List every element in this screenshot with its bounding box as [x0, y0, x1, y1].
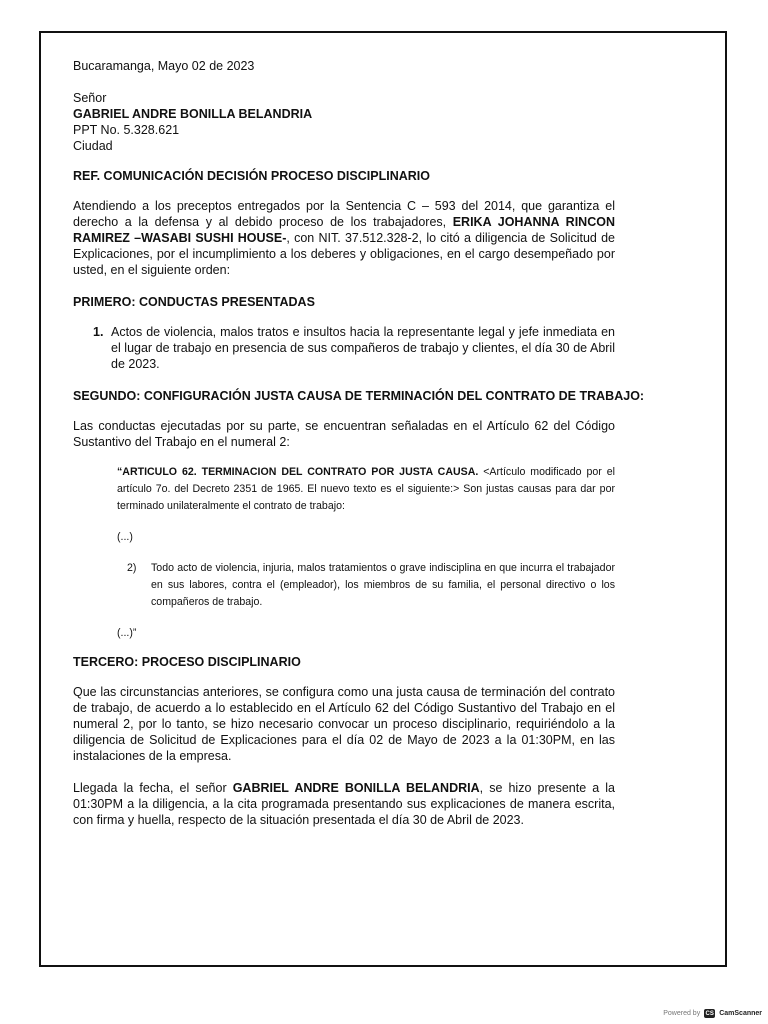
section-3-paragraph-2 — [73, 780, 615, 828]
salutation: Señor — [73, 91, 107, 105]
para2-text-2: , se hizo presente a la 01:30PM a la diligencia, a la cita programada presentando sus explicaciones de manera escrita, con firma y huella, respecto de la situación presentada el día 30 de Abril de 2023. — [73, 781, 615, 827]
recipient-city: Ciudad — [73, 139, 113, 153]
reference-line: REF. COMUNICACIÓN DECISIÓN PROCESO DISCIPLINARIO — [73, 169, 430, 183]
intro-text-1: Atendiendo a los preceptos entregados por la Sentencia C – 593 del 2014, que garantiza el derecho a la defensa y al debido proceso de los trabajadores, — [73, 199, 615, 229]
camscanner-logo-icon: CS — [705, 1010, 714, 1017]
quote-paragraph — [117, 464, 615, 515]
quote-ellipsis-1: (...) — [117, 531, 133, 543]
intro-paragraph — [73, 198, 615, 278]
section-1-title: PRIMERO: CONDUCTAS PRESENTADAS — [73, 295, 315, 309]
para2-text-1: Llegada la fecha, el señor — [73, 781, 233, 795]
conduct-item-text: Actos de violencia, malos tratos e insultos hacia la representante legal y jefe inmediata en el lugar de trabajo en presencia de sus compañeros de trabajo y clientes, el día 30 de Abril de 2023. — [111, 325, 615, 371]
powered-by-label: Powered by — [663, 1010, 701, 1017]
section-3-paragraph-1: Que las circunstancias anteriores, se configura como una justa causa de terminación del contrato de trabajo, de acuerdo a lo establecido en el Artículo 62 del Código Sustantivo del Trabajo en el numeral 2, por lo tanto, se hizo necesario convocar un proceso disciplinario, requiriéndolo a la diligencia de Solicitud de Explicaciones para el día 02 de Mayo de 2023 a la 01:30PM, en las instalaciones de la empresa. — [73, 685, 615, 763]
section-2-title: SEGUNDO: CONFIGURACIÓN JUSTA CAUSA DE TERMINACIÓN DEL CONTRATO DE TRABAJO: — [73, 389, 645, 403]
intro-text-2: , con NIT. 37.512.328-2, lo citó a diligencia de Solicitud de Explicaciones, por el incumplimiento a los deberes y obligaciones, en el cargo desempeñado por usted, en el siguiente orden: — [73, 231, 615, 277]
company-name: ERIKA JOHANNA RINCON RAMIREZ –WASABI SUSHI HOUSE- — [73, 215, 615, 245]
conduct-list-item — [73, 324, 615, 372]
section-2-text: Las conductas ejecutadas por su parte, se encuentran señaladas en el Artículo 62 del Código Sustantivo del Trabajo en el numeral 2: — [73, 419, 615, 449]
legal-quote — [117, 464, 615, 642]
quote-title: “ARTICULO 62. TERMINACION DEL CONTRATO POR JUSTA CAUSA. — [117, 466, 479, 478]
quote-body: <Artículo modificado por el artículo 7o. del Decreto 2351 de 1965. El nuevo texto es el siguiente:> Son justas causas para dar por terminado unilateralmente el contrato de trabajo: — [117, 466, 615, 512]
quote-item-number: 2) — [127, 562, 137, 574]
quote-list-item — [117, 560, 615, 611]
employee-name: GABRIEL ANDRE BONILLA BELANDRIA — [232, 781, 480, 795]
camscanner-footer — [663, 1009, 762, 1018]
quote-item-text: Todo acto de violencia, injuria, malos tratamientos o grave indisciplina en que incurra el trabajador en sus labores, contra el (empleador), los miembros de su familia, el personal directivo o los compañeros de trabajo. — [151, 562, 615, 608]
conduct-item-number: 1. — [93, 325, 104, 339]
letter-content — [73, 58, 645, 828]
recipient-name: GABRIEL ANDRE BONILLA BELANDRIA — [73, 107, 313, 121]
camscanner-brand: CamScanner — [719, 1010, 762, 1017]
quote-ellipsis-2: (...)” — [117, 627, 137, 639]
recipient-id: PPT No. 5.328.621 — [73, 123, 180, 137]
section-3-title: TERCERO: PROCESO DISCIPLINARIO — [73, 655, 301, 669]
place-date: Bucaramanga, Mayo 02 de 2023 — [73, 59, 255, 73]
